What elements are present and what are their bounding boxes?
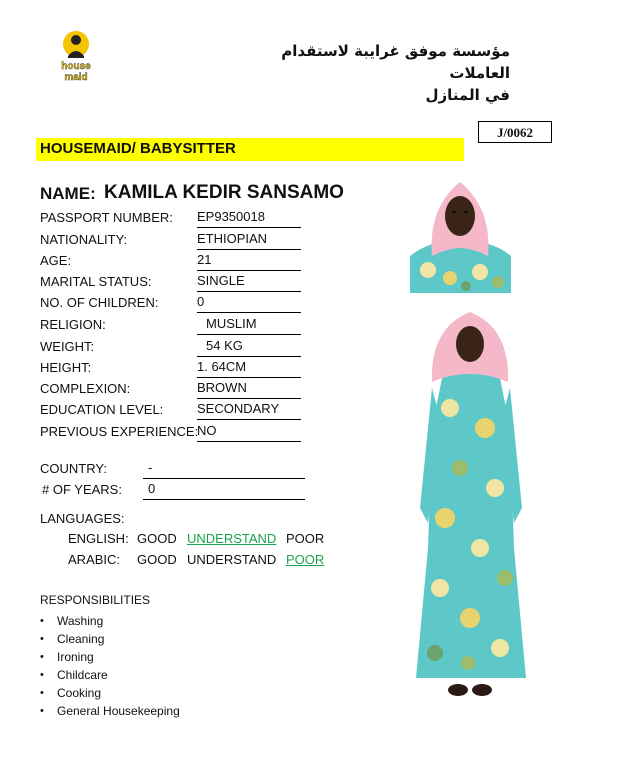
marital-status-value: SINGLE (197, 272, 301, 292)
languages-title: LANGUAGES: (40, 511, 125, 526)
country-label: COUNTRY: (40, 461, 107, 476)
list-item: • Washing (40, 612, 180, 630)
list-item: • Cleaning (40, 630, 180, 648)
arabic-line-1: مؤسسة موفق غرايبة لاستقدام العاملات (281, 42, 510, 82)
responsibilities-title: RESPONSIBILITIES (40, 593, 151, 607)
english-label: ENGLISH: (68, 531, 129, 546)
arabic-line-2: في المنازل (425, 86, 510, 104)
complexion-value: BROWN (197, 379, 301, 399)
years-value: 0 (143, 480, 305, 500)
job-title-banner (36, 138, 464, 161)
field-label: EDUCATION LEVEL: (40, 402, 164, 417)
candidate-name: KAMILA KEDIR SANSAMO (104, 182, 344, 203)
field-label: PREVIOUS EXPERIENCE: (40, 424, 199, 439)
field-label: AGE: (40, 253, 72, 268)
job-title: HOUSEMAID/ BABYSITTER (40, 140, 236, 157)
portrait-photo (410, 178, 511, 293)
arabic-understand: UNDERSTAND (187, 552, 277, 567)
english-poor: POOR (286, 531, 325, 546)
company-name-arabic (240, 40, 510, 106)
field-label: HEIGHT: (40, 360, 92, 375)
logo-text-bottom: maid (64, 72, 88, 83)
field-label: NATIONALITY: (40, 232, 128, 247)
full-body-photo (410, 308, 532, 710)
field-label: NO. OF CHILDREN: (40, 295, 159, 310)
field-label: RELIGION: (40, 317, 106, 332)
english-understand-selected: UNDERSTAND (187, 531, 277, 546)
children-value: 0 (197, 293, 301, 313)
age-value: 21 (197, 251, 301, 271)
list-item: • Childcare (40, 666, 180, 684)
name-colon: : (90, 184, 96, 203)
field-label: PASSPORT NUMBER: (40, 210, 173, 225)
height-value: 1. 64CM (197, 358, 301, 378)
reference-number: J/0062 (478, 121, 552, 143)
arabic-poor-selected: POOR (286, 552, 325, 567)
arabic-label: ARABIC: (68, 552, 121, 567)
years-label: # OF YEARS: (42, 482, 122, 497)
field-label: WEIGHT: (40, 339, 95, 354)
religion-value: MUSLIM (197, 315, 301, 335)
name-label-text: NAME (40, 184, 91, 203)
arabic-good: GOOD (137, 552, 177, 567)
logo-text-top: house (61, 61, 91, 72)
weight-value: 54 KG (197, 337, 301, 357)
field-label: COMPLEXION: (40, 381, 131, 396)
field-label: MARITAL STATUS: (40, 274, 152, 289)
responsibilities-list (40, 612, 180, 720)
country-value: - (143, 459, 305, 479)
education-value: SECONDARY (197, 400, 301, 420)
english-good: GOOD (137, 531, 177, 546)
nationality-value: ETHIOPIAN (197, 230, 301, 250)
name-label (40, 184, 96, 204)
experience-value: NO (197, 422, 301, 442)
list-item: • General Housekeeping (40, 702, 180, 720)
list-item: • Ironing (40, 648, 180, 666)
company-logo (56, 28, 96, 88)
passport-number-value: EP9350018 (197, 208, 301, 228)
list-item: • Cooking (40, 684, 180, 702)
